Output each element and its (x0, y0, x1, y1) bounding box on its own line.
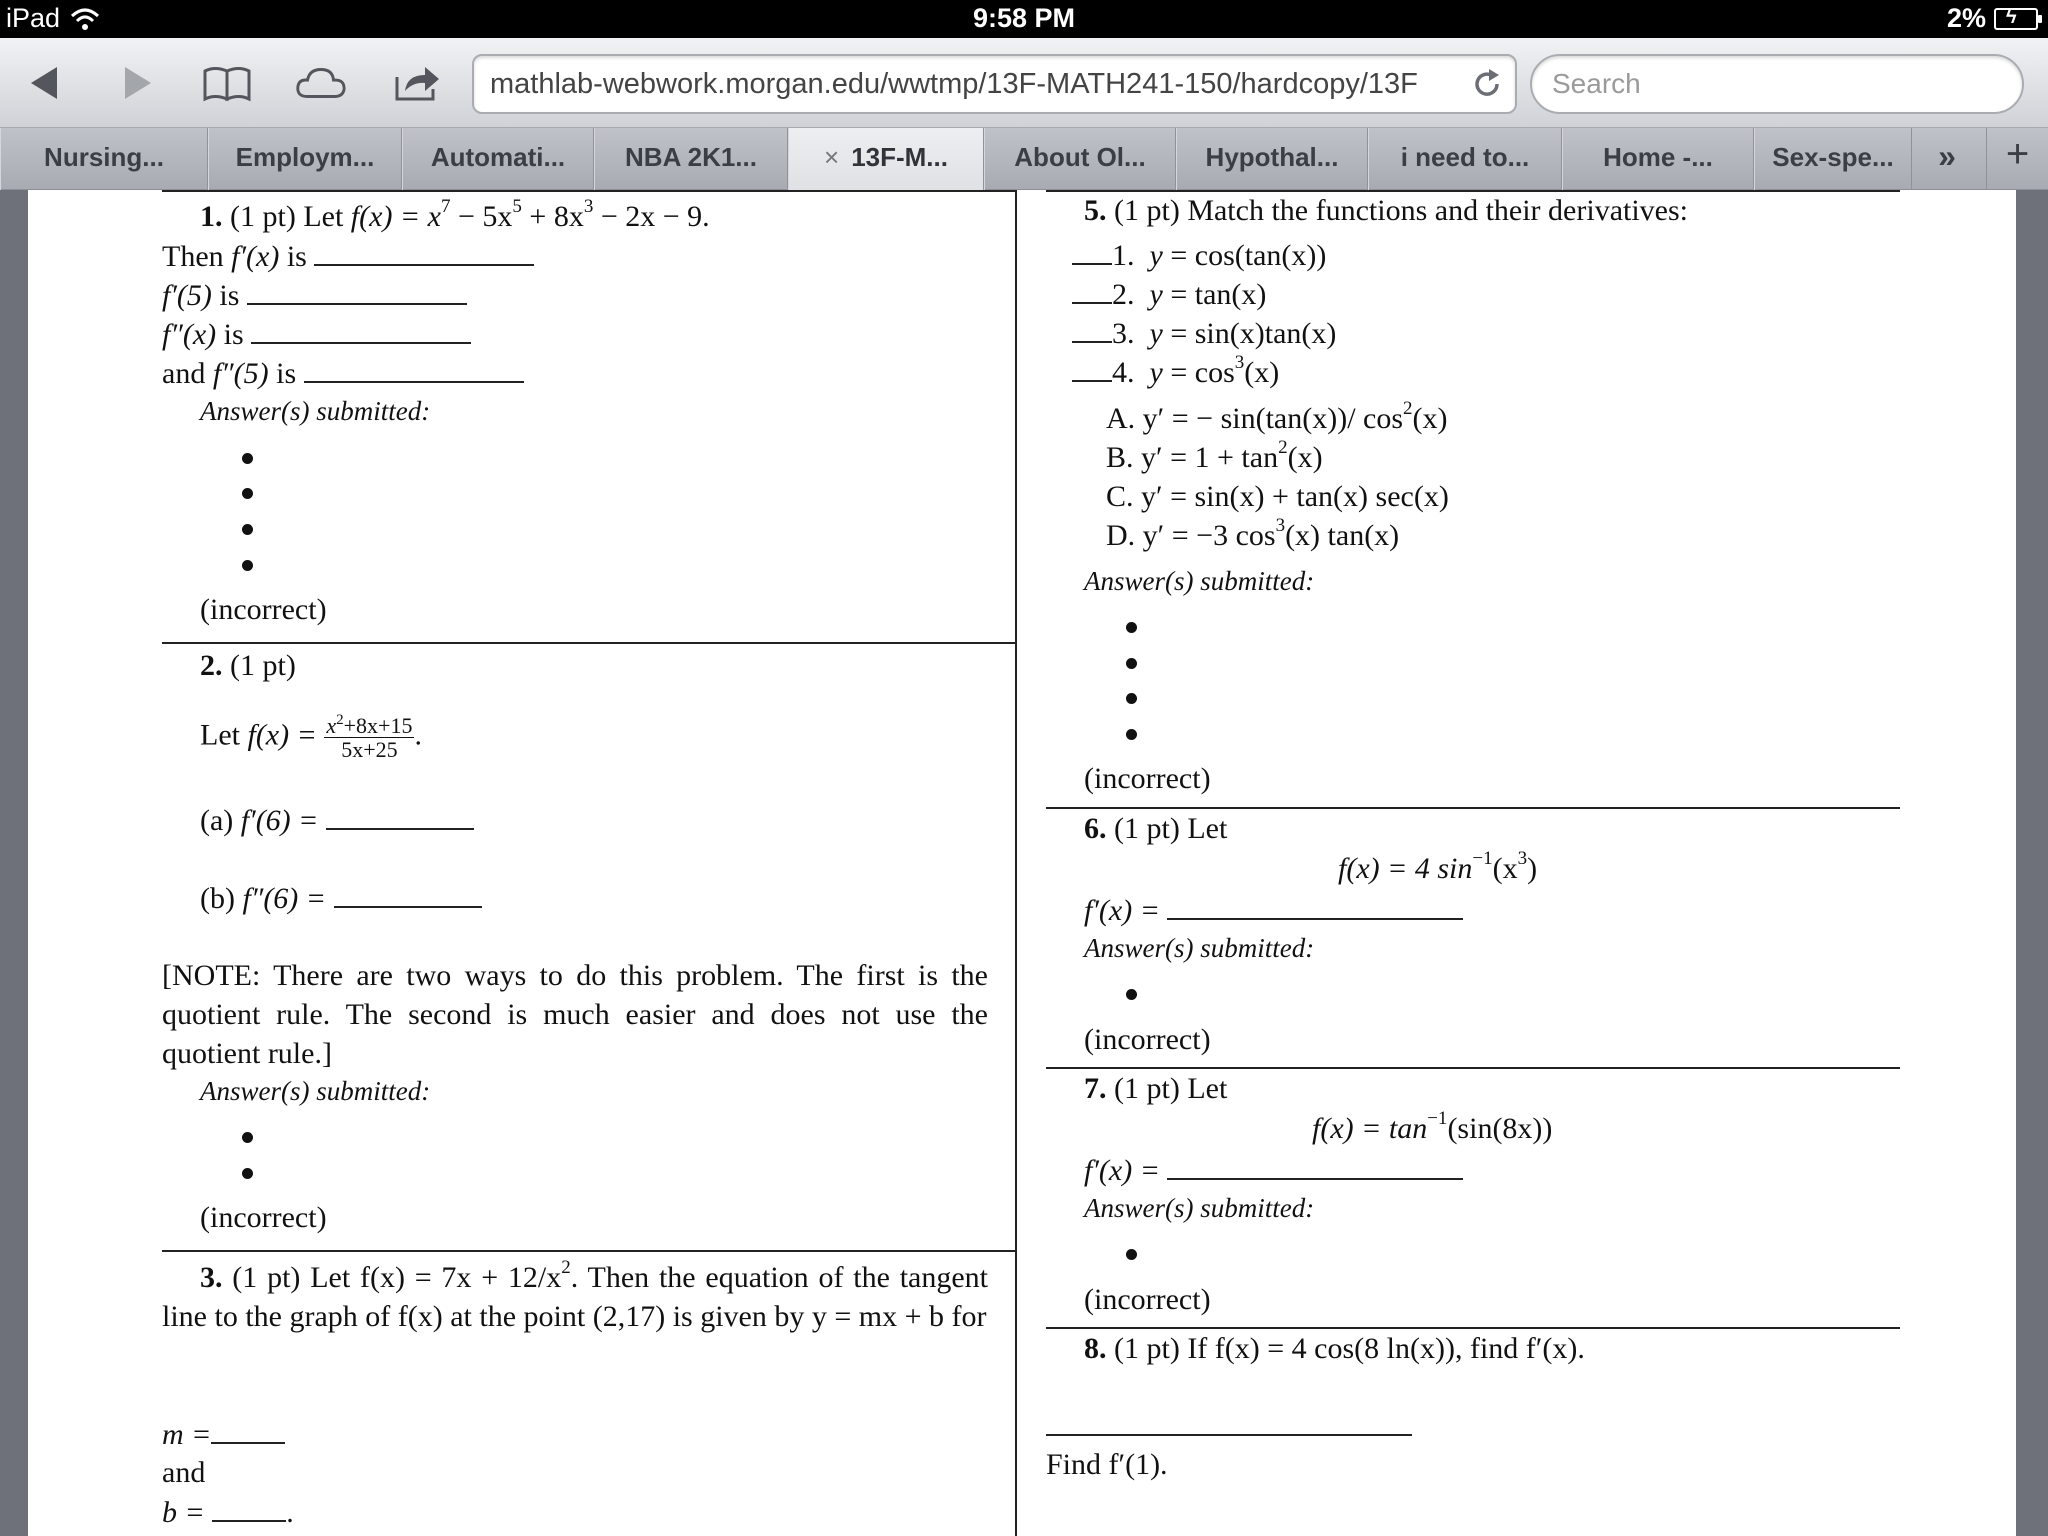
tab-about[interactable]: About Ol... (984, 128, 1176, 190)
column-divider (1015, 190, 1017, 1536)
p7-answers-submitted-label: Answer(s) submitted: (1084, 1193, 1315, 1223)
problem-2-function: Let f(x) = $\frac{x^2+8x+15}{5x+25}$ . (200, 712, 422, 763)
p1-fprime-line: Then f′(x) is (162, 242, 534, 272)
p1-bullet (242, 560, 253, 571)
p6-function: f(x) = 4 $\sin^{-1}(x^3)$ (1338, 848, 1538, 885)
p2-bullet (242, 1168, 253, 1179)
p5-answers-submitted-label: Answer(s) submitted: (1084, 566, 1315, 596)
tab-bar (0, 128, 2048, 190)
p1-fdprime-line: f″(x) is (162, 320, 471, 350)
p2-bullet (242, 1132, 253, 1143)
problem-6-header: 6. (1 pt) Let (1084, 812, 1228, 845)
share-icon (391, 63, 443, 103)
top-rule-right (1046, 190, 1900, 192)
p2-part-a: (a) f′(6) = (200, 806, 474, 836)
p1-status: (incorrect) (200, 593, 327, 626)
p7-function: $f(x) = \tan^{-1}(\sin(8x))$ (1312, 1108, 1553, 1145)
active-tab-label: 13F-M... (851, 142, 948, 172)
p2-part-b: (b) f″(6) = (200, 884, 482, 914)
p3-and: and (162, 1456, 206, 1489)
p1-fprime5-line: f′(5) is (162, 281, 467, 311)
p1-answers-submitted-label: Answer(s) submitted: (200, 396, 431, 426)
p2-status: (incorrect) (200, 1201, 327, 1234)
p1-bullet (242, 453, 253, 464)
p3-m-line: m = (162, 1420, 285, 1450)
share-button[interactable] (390, 58, 444, 108)
tab-home[interactable]: Home -... (1562, 128, 1754, 190)
divider-p6-p7 (1046, 1067, 1900, 1069)
top-rule-left (162, 190, 1016, 192)
p5-option-a: A. y′ = − sin(tan(x))/ $\cos^2(x)$ (1106, 398, 1448, 435)
p3-b-line: b = . (162, 1496, 294, 1529)
tab-13f-math-active[interactable] (788, 128, 984, 190)
problem-1-statement: 1. (1 pt) Let $f(x) = x^7 - 5x^5 + 8x^3 - 2x - 9$. (200, 196, 710, 233)
battery-icon: ϟ (1994, 8, 2038, 30)
divider-p2-p3 (162, 1250, 1016, 1252)
p8-find-f1: Find f′(1). (1046, 1448, 1168, 1481)
p1-bullet (242, 524, 253, 535)
p1-answer-blank-2[interactable] (247, 285, 467, 305)
p5-bullet (1126, 729, 1137, 740)
icloud-tabs-button[interactable] (294, 58, 348, 108)
url-bar[interactable] (472, 54, 1517, 114)
p7-answer-blank[interactable] (1167, 1160, 1463, 1180)
p2-answers-submitted-label: Answer(s) submitted: (200, 1076, 431, 1106)
webwork-hardcopy-page (28, 190, 2016, 1536)
p5-function-3: 3. y = sin(x)tan(x) (1072, 319, 1336, 349)
p5-bullet (1126, 693, 1137, 704)
close-tab-icon[interactable]: × (824, 142, 840, 172)
problem-7-header: 7. (1 pt) Let (1084, 1072, 1228, 1105)
p5-bullet (1126, 622, 1137, 633)
tab-hypothalamus[interactable]: Hypothal... (1176, 128, 1368, 190)
p5-option-d: D. y′ = −3 $\cos^3(x)$ tan(x) (1106, 515, 1400, 552)
p1-answer-blank-1[interactable] (314, 246, 534, 266)
device-name: iPad (6, 3, 61, 33)
p1-answer-blank-4[interactable] (304, 363, 524, 383)
cloud-icon (294, 63, 348, 103)
divider-p1-p2 (162, 642, 1016, 644)
p6-status: (incorrect) (1084, 1023, 1211, 1056)
p6-answers-submitted-label: Answer(s) submitted: (1084, 933, 1315, 963)
back-arrow-icon (25, 63, 65, 103)
url-text: mathlab-webwork.morgan.edu/wwtmp/13F-MATH241-150/hardcopy/13F (490, 68, 1418, 100)
p5-function-4: 4. $y = \cos^3(x)$ (1072, 358, 1279, 388)
tab-employment[interactable]: Employm... (208, 128, 402, 190)
p5-match-blank-1[interactable] (1072, 245, 1112, 265)
tab-i-need-to[interactable]: i need to... (1368, 128, 1562, 190)
back-button[interactable] (18, 58, 72, 108)
p5-option-c: C. y′ = sin(x) + tan(x) sec(x) (1106, 480, 1449, 513)
battery-percent: 2% (1946, 3, 1986, 33)
divider-p7-p8 (1046, 1327, 1900, 1329)
p1-bullet (242, 488, 253, 499)
p5-match-blank-4[interactable] (1072, 362, 1112, 382)
p8-answer-blank-1[interactable] (1046, 1434, 1412, 1436)
p1-fdprime5-line: and f″(5) is (162, 359, 524, 389)
p5-status: (incorrect) (1084, 762, 1211, 795)
tab-sex-spe[interactable]: Sex-spe... (1754, 128, 1912, 190)
problem-8-statement: 8. (1 pt) If f(x) = 4 cos(8 ln(x)), find f′(x). (1084, 1332, 1585, 1365)
forward-button[interactable] (110, 58, 164, 108)
p3-answer-blank-m[interactable] (211, 1424, 285, 1444)
p5-bullet (1126, 658, 1137, 669)
p2-fraction: $\frac{x^2+8x+15}{5x+25}$ (326, 712, 413, 763)
p7-answer-line: f′(x) = (1084, 1156, 1463, 1186)
p7-bullet (1126, 1249, 1137, 1260)
problem-2-header: 2. (1 pt) (200, 649, 296, 682)
p5-function-2: 2. y = tan(x) (1072, 280, 1266, 310)
p6-bullet (1126, 989, 1137, 1000)
p2-note: [NOTE: There are two ways to do this problem. The first is the quotient rule. The second is much easier and does not use the quotient rule.] (162, 959, 988, 1070)
p1-answer-blank-3[interactable] (251, 324, 471, 344)
tab-nursing[interactable]: Nursing... (0, 128, 208, 190)
search-input[interactable]: Search (1530, 54, 2024, 114)
p5-match-blank-3[interactable] (1072, 323, 1112, 343)
status-bar (0, 0, 2048, 38)
new-tab-plus-icon[interactable]: + (1986, 128, 2048, 190)
divider-p5-p6 (1046, 807, 1900, 809)
more-tabs-chevron-icon[interactable]: » (1938, 138, 1956, 174)
tab-automation[interactable]: Automati... (402, 128, 594, 190)
p6-answer-line: f′(x) = (1084, 896, 1463, 926)
bookmarks-button[interactable] (200, 58, 254, 108)
clock: 9:58 PM (972, 3, 1076, 33)
problem-3-statement: 3. (1 pt) Let $f(x) = 7x + 12/x^2$. Then the equation of the tangent line to the graph of f(x) at the point (2,17) is given by y = mx + b for (162, 1257, 988, 1333)
p2-answer-blank-b[interactable] (334, 888, 482, 908)
p7-status: (incorrect) (1084, 1283, 1211, 1316)
p2-answer-blank-a[interactable] (326, 810, 474, 830)
p5-option-b: B. $y' = 1 + \tan^2(x)$ (1106, 437, 1323, 474)
reload-icon[interactable] (1469, 66, 1505, 102)
p5-match-blank-2[interactable] (1072, 284, 1112, 304)
problem-5-title: 5. (1 pt) Match the functions and their derivatives: (1084, 194, 1688, 227)
p6-answer-blank[interactable] (1167, 900, 1463, 920)
book-icon (201, 63, 253, 103)
p3-answer-blank-b[interactable] (212, 1502, 286, 1522)
browser-toolbar (0, 38, 2048, 128)
tab-nba[interactable]: NBA 2K1... (594, 128, 788, 190)
p5-function-1: 1. y = cos(tan(x)) (1072, 241, 1326, 271)
forward-arrow-icon (117, 63, 157, 103)
